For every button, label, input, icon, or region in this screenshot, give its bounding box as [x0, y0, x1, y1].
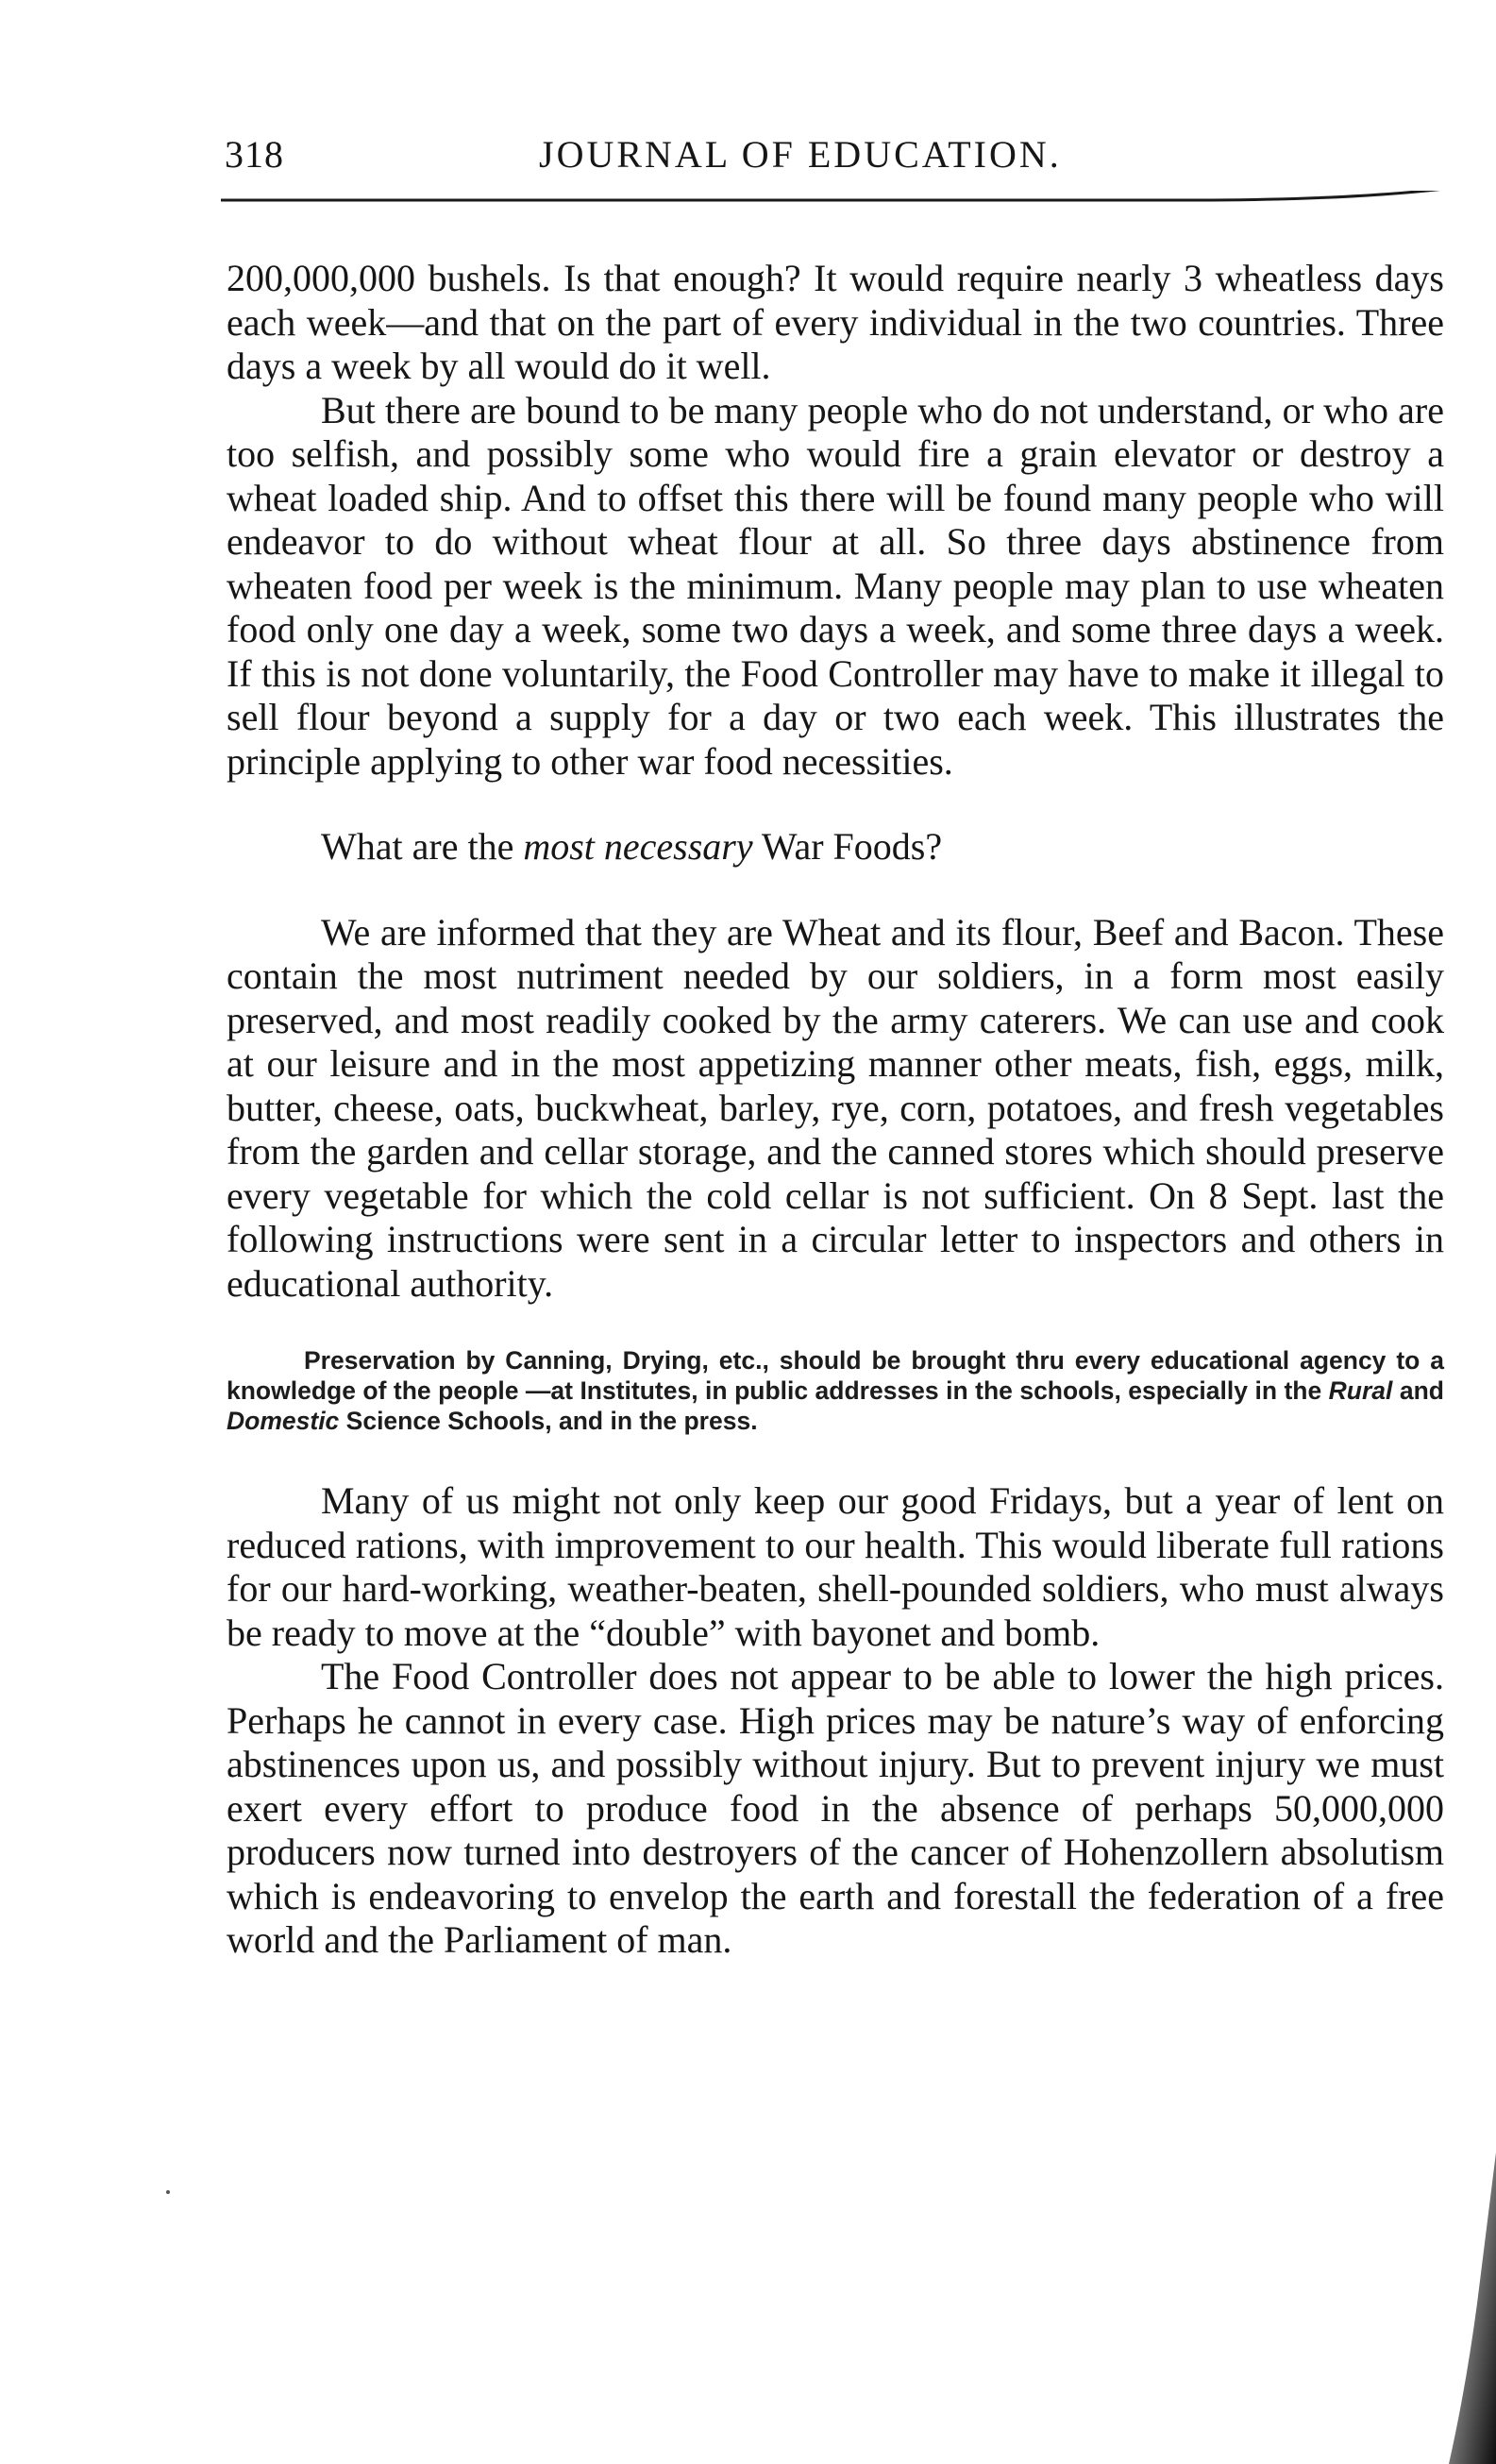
margin-speck [166, 2190, 170, 2194]
paragraph-3: We are informed that they are Wheat and its flour, Beef and Bacon. These contain the most nutriment needed by our soldiers, in a form most easily preserved, and most readily cooked by the army caterers. We can use and cook at our leisure and in the most appetizing manner other meats, fish, eggs, milk, butter, cheese, oats, buckwheat, barley, rye, corn, potatoes, and fresh vegetables from the garden and cellar storage, and the canned stores which should preserve every vegetable for which the cold cellar is not sufficient. On 8 Sept. last the following instructions were sent in a circular letter to inspectors and others in educational authority. [227, 910, 1444, 1305]
question-emphasis: most necessary [523, 825, 753, 868]
note-italic-rural: Rural [1328, 1376, 1393, 1405]
section-question [227, 825, 1444, 869]
paragraph-5: The Food Controller does not appear to be able to lower the high prices. Perhaps he cannot in every case. High prices may be nature’s way of enforcing abstinences upon us, and possibly without injury. But to prevent injury we must exert every effort to produce food in the absence of perhaps 50,000,000 producers now turned into destroyers of the cancer of Hohenzollern absolutism which is endeavoring to envelop the earth and forestall the federation of a free world and the Parliament of man. [227, 1655, 1444, 1961]
article-body [227, 257, 1444, 1963]
paragraph-4: Many of us might not only keep our good Fridays, but a year of lent on reduced rations, with improvement to our health. This would liberate full rations for our hard-working, weather-beaten, shell-pounded soldiers, who must always be ready to move at the “double” with bayonet and bomb. [227, 1479, 1444, 1654]
question-text-end: War Foods? [752, 825, 943, 868]
note-text [227, 1345, 1444, 1436]
note-italic-domestic: Domestic [227, 1407, 340, 1435]
paragraph-1: 200,000,000 bushels. Is that enough? It would require nearly 3 wheatless days each week—and that on the part of every individual in the two countries. Three days a week by all would do it well. [227, 257, 1444, 387]
paragraph-2: But there are bound to be many people who do not understand, or who are too selfish, and possibly some who would fire a grain elevator or destroy a wheat loaded ship. And to offset this there will be found many people who will endeavor to do without wheat flour at all. So three days abstinence from wheaten food per week is the minimum. Many people may plan to use wheaten food only one day a week, some two days a week, and some three days a week. If this is not done voluntarily, the Food Controller may have to make it illegal to sell flour beyond a supply for a day or two each week. This illustrates the principle applying to other war food necessities. [227, 388, 1444, 783]
page-header [225, 132, 1310, 185]
page-number: 318 [225, 133, 284, 176]
question-text-start: What are the [321, 825, 524, 868]
running-head: JOURNAL OF EDUCATION. [539, 133, 1062, 176]
note-text-part-1: Preservation by Canning, Drying, etc., should be brought thru every educational agency to a knowledge of the people —at Institutes, in public addresses in the schools, especially in the [227, 1346, 1444, 1405]
instruction-note [227, 1345, 1444, 1436]
note-text-part-2: and [1392, 1376, 1444, 1405]
page-edge-shadow [1449, 2152, 1496, 2464]
header-rule [221, 191, 1448, 219]
note-text-part-3: Science Schools, and in the press. [339, 1407, 758, 1435]
